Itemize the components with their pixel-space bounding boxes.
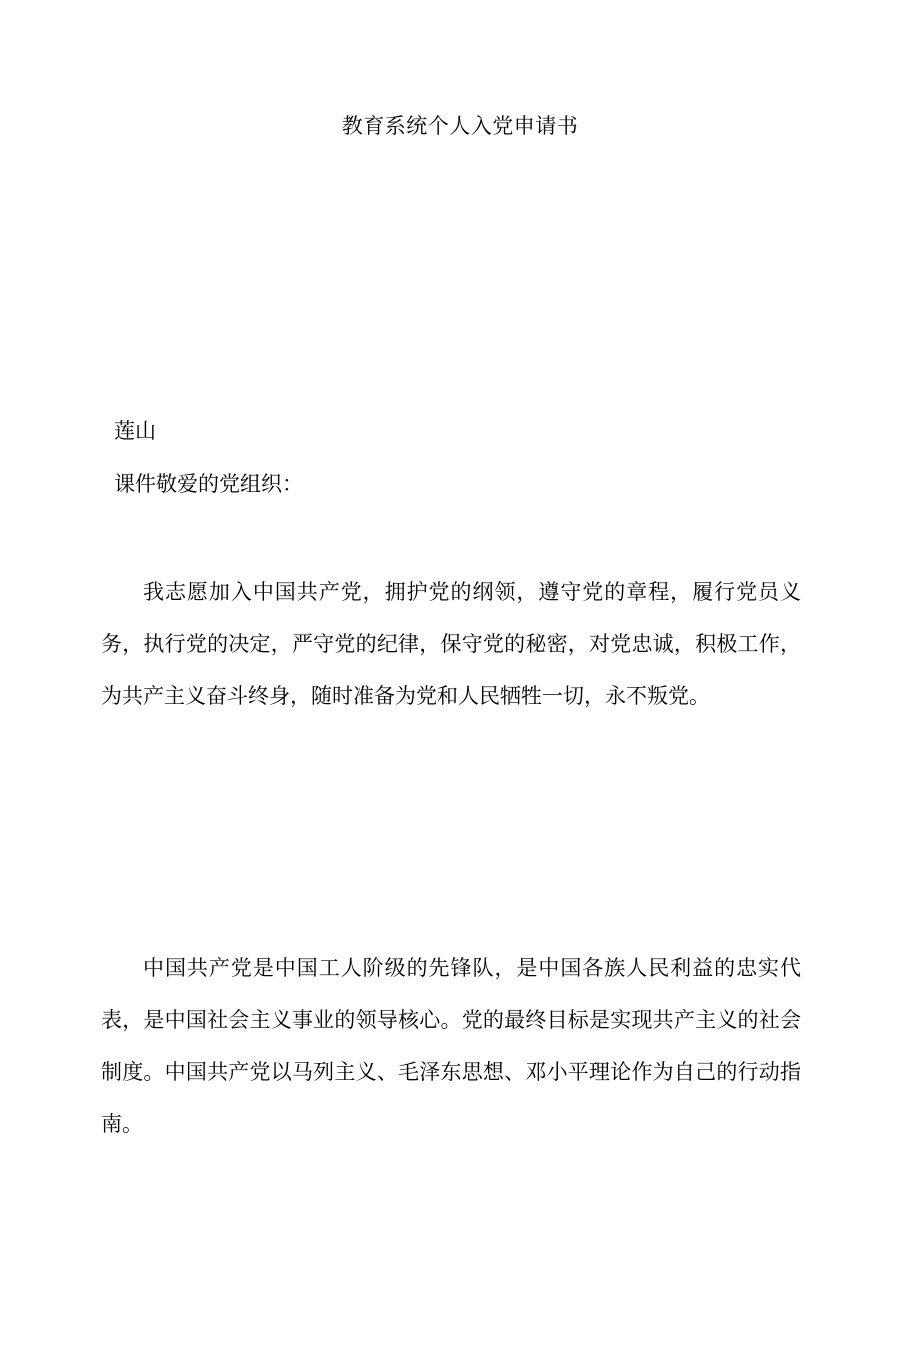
salutation-line: 课件敬爱的党组织： xyxy=(114,472,303,496)
body-paragraph-1: 我志愿加入中国共产党，拥护党的纲领，遵守党的章程，履行党员义务，执行党的决定，严守党的纪律，保守党的秘密，对党忠诚，积极工作，为共产主义奋斗终身，随时准备为党和人民牺牲一切，永不叛党。 xyxy=(101,580,801,708)
place-line: 莲山 xyxy=(114,419,156,443)
body-paragraph-2: 中国共产党是中国工人阶级的先锋队，是中国各族人民利益的忠实代表，是中国社会主义事业的领导核心。党的最终目标是实现共产主义的社会制度。中国共产党以马列主义、毛泽东思想、邓小平理论作为自己的行动指南。 xyxy=(101,956,801,1136)
document-title: 教育系统个人入党申请书 xyxy=(341,114,579,138)
